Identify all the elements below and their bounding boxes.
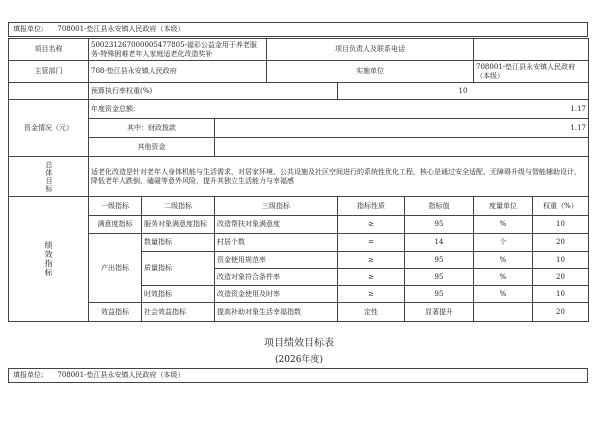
row-l1: 满意度指标 (89, 216, 142, 234)
row-weight: 10 (533, 252, 589, 269)
impl-value: 708001-垫江县永安镇人民政府（本级） (474, 61, 589, 83)
row-l3: 改造对象符合条件率 (215, 269, 338, 286)
project-name-label: 项目名称 (9, 39, 89, 61)
row-l3: 改造资金使用及时率 (215, 286, 338, 303)
header-unit: 度量单位 (474, 197, 533, 216)
row-l2: 质量指标 (142, 252, 215, 286)
row-nature: ≥ (338, 269, 405, 286)
indicators-label-cell (9, 197, 89, 322)
funds-label-text: 资金情况（元） (24, 123, 73, 132)
impl-label: 实施单位 (267, 61, 474, 83)
row-l3: 资金使用规范率 (215, 252, 338, 269)
header-l1: 一级指标 (89, 197, 142, 216)
row-l1: 效益指标 (89, 303, 142, 322)
funds-other-label: 其他资金 (89, 138, 215, 157)
row-l3: 村居个数 (215, 234, 338, 252)
funds-total-row (89, 100, 589, 119)
header-nature: 指标性质 (338, 197, 405, 216)
unit-bar-next (8, 368, 588, 383)
unit-bar-top (8, 22, 588, 37)
funds-fiscal-label: 其中：财政拨款 (89, 119, 215, 138)
dept-value: 708-垫江县永安镇人民政府 (89, 61, 267, 83)
dept-label: 主管部门 (9, 61, 89, 83)
row-value: 95 (405, 286, 474, 303)
funds-fiscal-value: 1.17 (215, 119, 589, 138)
goal-text: 适老化改造是针对老年人身体机能与生活需求，对居家环境、公共设施及社区空间进行的系统性优化工程，核心是通过安全适配、无障碍升级与智能辅助设计，降低老年人跌倒、磕碰等意外风险，提升其独立生活能力与幸福感 (89, 157, 589, 197)
row-value: 显著提升 (405, 303, 474, 322)
header-l3: 三级指标 (215, 197, 338, 216)
goal-label-cell (9, 157, 89, 197)
row-l3: 提高补助对象生活幸福指数 (215, 303, 338, 322)
budget-weight-label: 预算执行率权重(%) (89, 83, 338, 100)
next-year: (2026年度) (275, 355, 323, 365)
funds-total-value: 1.17 (570, 104, 586, 113)
row-unit (474, 303, 533, 322)
row-l3: 改造帮扶对象满意度 (215, 216, 338, 234)
header-value: 指标值 (405, 197, 474, 216)
row-l2: 服务对象满意度指标 (142, 216, 215, 234)
next-unit-value: 708001-垫江县永安镇人民政府（本级） (57, 371, 185, 379)
funds-total-label: 年度资金总额: (91, 104, 136, 113)
row-value: 95 (405, 216, 474, 234)
row-unit: % (474, 216, 533, 234)
table-row (9, 234, 589, 252)
row-weight: 20 (533, 269, 589, 286)
row-weight: 10 (533, 216, 589, 234)
unit-label: 填报单位: (13, 25, 44, 33)
row-value: 95 (405, 269, 474, 286)
row-l2: 社会效益指标 (142, 303, 215, 322)
row-value: 95 (405, 252, 474, 269)
row-l2: 数量指标 (142, 234, 215, 252)
table-row (9, 216, 589, 234)
contact-label: 项目负责人及联系电话 (267, 39, 474, 61)
row-nature: ≥ (338, 252, 405, 269)
header-weight: 权重（%） (533, 197, 589, 216)
next-unit-label: 填报单位: (13, 371, 44, 379)
row-unit: % (474, 252, 533, 269)
goal-label: 总体目标 (45, 160, 53, 193)
row-l2: 时效指标 (142, 286, 215, 303)
row-l1: 产出指标 (89, 234, 142, 303)
row-nature: ≥ (338, 286, 405, 303)
contact-value (474, 39, 589, 61)
performance-table (8, 38, 589, 322)
row-unit: % (474, 269, 533, 286)
row-nature: = (338, 234, 405, 252)
row-value: 14 (405, 234, 474, 252)
row-weight: 20 (533, 303, 589, 322)
unit-value: 708001-垫江县永安镇人民政府（本级） (57, 25, 185, 33)
indicators-label: 绩效指标 (44, 241, 53, 277)
row-weight: 20 (533, 234, 589, 252)
row-weight: 10 (533, 286, 589, 303)
row-nature: ≥ (338, 216, 405, 234)
budget-weight-value: 10 (338, 83, 589, 100)
row-unit: 个 (474, 234, 533, 252)
project-name-value: 500231267000005477805-福彩公益金用于养老服务-特殊困难老年人家庭适老化改造奖补 (89, 39, 267, 61)
funds-other-value (215, 138, 589, 157)
table-row (9, 303, 589, 322)
next-title: 项目绩效目标表 (264, 338, 334, 349)
blank-cell (9, 83, 89, 100)
header-l2: 二级指标 (142, 197, 215, 216)
row-nature: 定性 (338, 303, 405, 322)
row-unit: % (474, 286, 533, 303)
funds-label (9, 100, 89, 157)
